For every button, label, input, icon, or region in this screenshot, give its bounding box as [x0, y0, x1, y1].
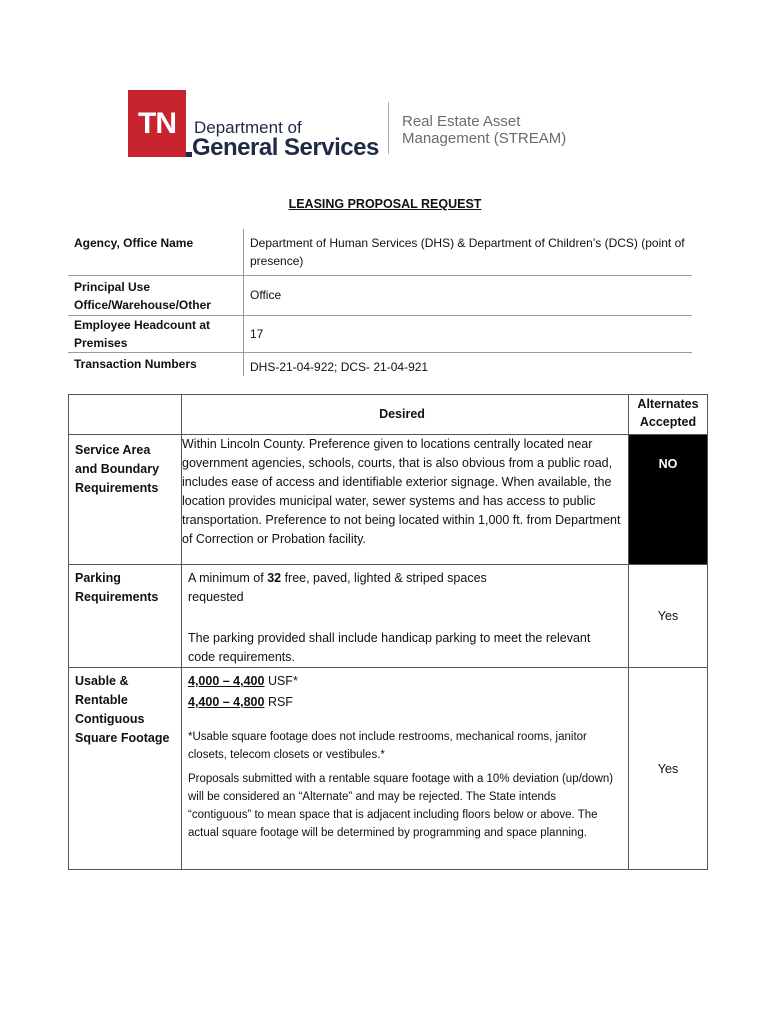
header-empty-cell [69, 395, 182, 435]
usf-range: 4,000 – 4,400 [188, 674, 265, 688]
req-row-footage [69, 668, 708, 870]
info-label: Employee Headcount at Premises [68, 315, 244, 352]
dept-name-line2: General Services [192, 134, 379, 161]
info-row-use [68, 275, 692, 315]
info-row-headcount [68, 315, 692, 352]
dept-name-line1: Department of [194, 118, 302, 137]
stream-line1: Real Estate Asset [402, 113, 521, 130]
alternate-value: NO [629, 435, 708, 565]
alternates-header: Alternates Accepted [629, 395, 708, 435]
req-header-row [69, 395, 708, 435]
req-row-service [69, 435, 708, 565]
rsf-range: 4,400 – 4,800 [188, 695, 265, 709]
rsf-note: Proposals submitted with a rentable square footage with a 10% deviation (up/down) will be considered an “Alternate” and may be rejected. The State intends “contiguous” to mean space that is adjacent including floors below or above. The actual square footage will be determined by programming and space planning. [188, 773, 614, 839]
desired-header [182, 395, 629, 435]
req-label: Parking Requirements [69, 565, 182, 668]
req-label: Usable & Rentable Contiguous Square Footage [69, 668, 182, 870]
info-value: 17 [244, 315, 693, 352]
rsf-unit: RSF [264, 695, 293, 709]
info-row-transaction [68, 352, 692, 376]
usf-line [188, 672, 622, 691]
tn-logo: TN [128, 90, 186, 157]
info-label: Agency, Office Name [68, 229, 244, 275]
page-header [128, 90, 578, 162]
alternate-value: Yes [629, 565, 708, 668]
header-divider [388, 102, 389, 154]
parking-count: 32 [267, 571, 282, 585]
stream-line2: Management (STREAM) [402, 130, 567, 147]
info-value: DHS-21-04-922; DCS- 21-04-921 [244, 352, 693, 376]
rsf-line [188, 693, 622, 712]
info-value: Department of Human Services (DHS) & Department of Children’s (DCS) (point of presence) [244, 229, 693, 275]
info-value: Office [244, 275, 693, 315]
document-title: LEASING PROPOSAL REQUEST [288, 197, 482, 211]
info-label: Transaction Numbers [68, 352, 244, 376]
parking-text-pre: A minimum of [188, 571, 268, 585]
requirements-table [68, 394, 708, 870]
req-desired [182, 565, 629, 668]
req-row-parking [69, 565, 708, 668]
info-row-agency [68, 229, 692, 275]
req-label: Service Area and Boundary Requirements [69, 435, 182, 565]
req-desired: Within Lincoln County. Preference given to locations centrally located near government agencies, schools, courts, that is also obvious from a public road, includes ease of access and identifiable exterior signage. When available, the location provides municipal water, sewer systems and has access to public transportation. Preference to not being located within 1,000 ft. from Department of Correction or Probation facility. [182, 435, 629, 565]
info-label: Principal Use Office/Warehouse/Other [68, 275, 244, 315]
alternate-value: Yes [629, 668, 708, 870]
desired-header-text: Desired [379, 407, 425, 421]
parking-text-post: free, paved, lighted & striped spaces requested [188, 571, 487, 604]
info-table [68, 229, 692, 376]
parking-note: The parking provided shall include handicap parking to meet the relevant code requirements. [188, 631, 591, 664]
parking-requirement [188, 569, 528, 607]
req-desired [182, 668, 629, 870]
usf-unit: USF* [264, 674, 298, 688]
usf-note: *Usable square footage does not include restrooms, mechanical rooms, janitor closets, telecom closets or vestibules.* [188, 731, 587, 761]
